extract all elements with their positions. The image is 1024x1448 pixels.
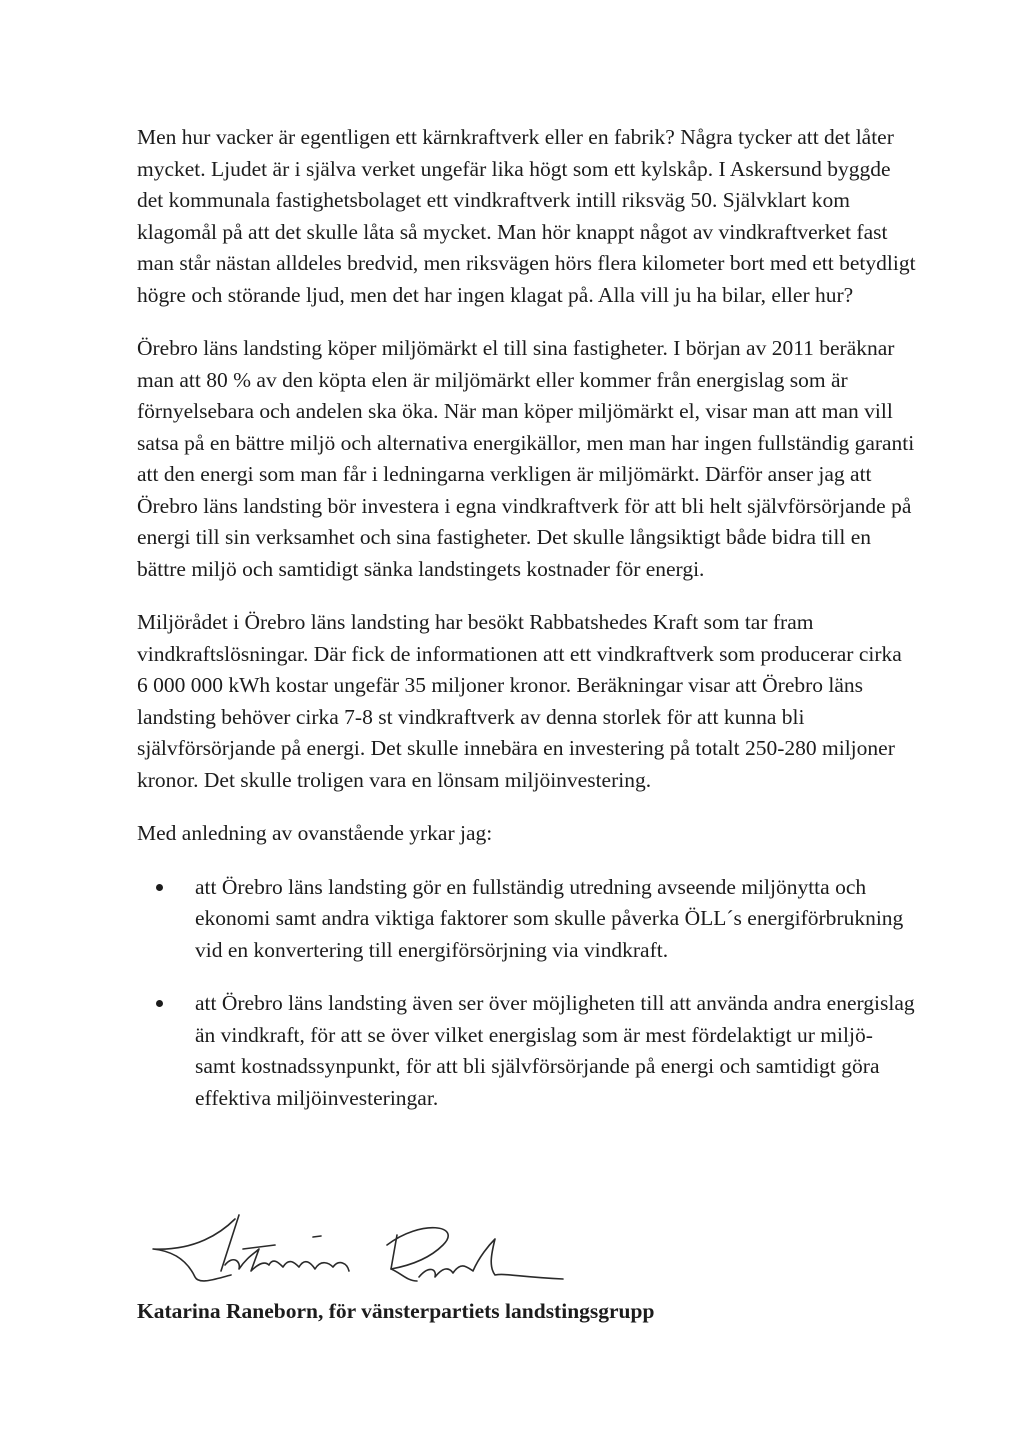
demand-list [137,872,917,1115]
demand-text: att Örebro läns landsting även ser över möjligheten till att använda andra energislag än vindkraft, för att se över vilket energislag som är mest fördelaktigt ur miljö- samt kostnadssynpunkt, för att bli självförsörjande på energi och samtidigt göra effektiva miljöinvesteringar. [195,991,915,1110]
document-body [137,122,917,1136]
bullet-icon [156,1000,163,1007]
signature-strokes [153,1215,563,1281]
demand-text: att Örebro läns landsting gör en fullständig utredning avseende miljönytta och ekonomi samt andra viktiga faktorer som skulle påverka ÖLL´s energiförbrukning vid en konvertering till energiförsörjning via vindkraft. [195,874,904,962]
paragraph-green-electricity: Örebro läns landsting köper miljömärkt el till sina fastigheter. I början av 2011 beräknar man att 80 % av den köpta elen är miljömärkt eller kommer från energislag som är förnyelsebara och andelen ska öka. När man köper miljömärkt el, visar man att man vill satsa på en bättre miljö och alternativa energikällor, men man har ingen fullständig garanti att den energi som man får i ledningarna verkligen är miljömärkt. Därför anser jag att Örebro läns landsting bör investera i egna vindkraftverk för att bli helt självförsörjande på energi till sin verksamhet och sina fastigheter. Det skulle långsiktigt både bidra till en bättre miljö och samtidigt sänka landstingets kostnader för energi. [137,336,915,581]
bullet-icon [156,884,163,891]
paragraph-noise: Men hur vacker är egentligen ett kärnkraftverk eller en fabrik? Några tycker att det låter mycket. Ljudet är i själva verket ungefär lika högt som ett kylskåp. I Askersund byggde det kommunala fastighetsbolaget ett vindkraftverk intill riksväg 50. Självklart kom klagomål på att det skulle låta så mycket. Man hör knappt något av vindkraftverket fast man står nästan alldeles bredvid, men riksvägen hörs flera kilometer bort med ett betydligt högre och störande ljud, men det har ingen klagat på. Alla vill ju ha bilar, eller hur? [137,125,916,307]
paragraph-investment-cost: Miljörådet i Örebro läns landsting har besökt Rabbatshedes Kraft som tar fram vindkraftslösningar. Där fick de informationen att ett vindkraftverk som producerar cirka 6 000 000 kWh kostar ungefär 35 miljoner kronor. Beräkningar visar att Örebro läns landsting behöver cirka 7-8 st vindkraftverk av denna storlek för att kunna bli självförsörjande på energi. Det skulle innebära en investering på totalt 250-280 miljoner kronor. Det skulle troligen vara en lönsam miljöinvestering. [137,610,902,792]
handwritten-signature [143,1205,593,1305]
paragraph-demand-intro: Med anledning av ovanstående yrkar jag: [137,821,493,845]
demand-item [137,872,917,967]
demand-item [137,988,917,1114]
signer-name: Katarina Raneborn, för vänsterpartiets landstingsgrupp [137,1299,655,1323]
